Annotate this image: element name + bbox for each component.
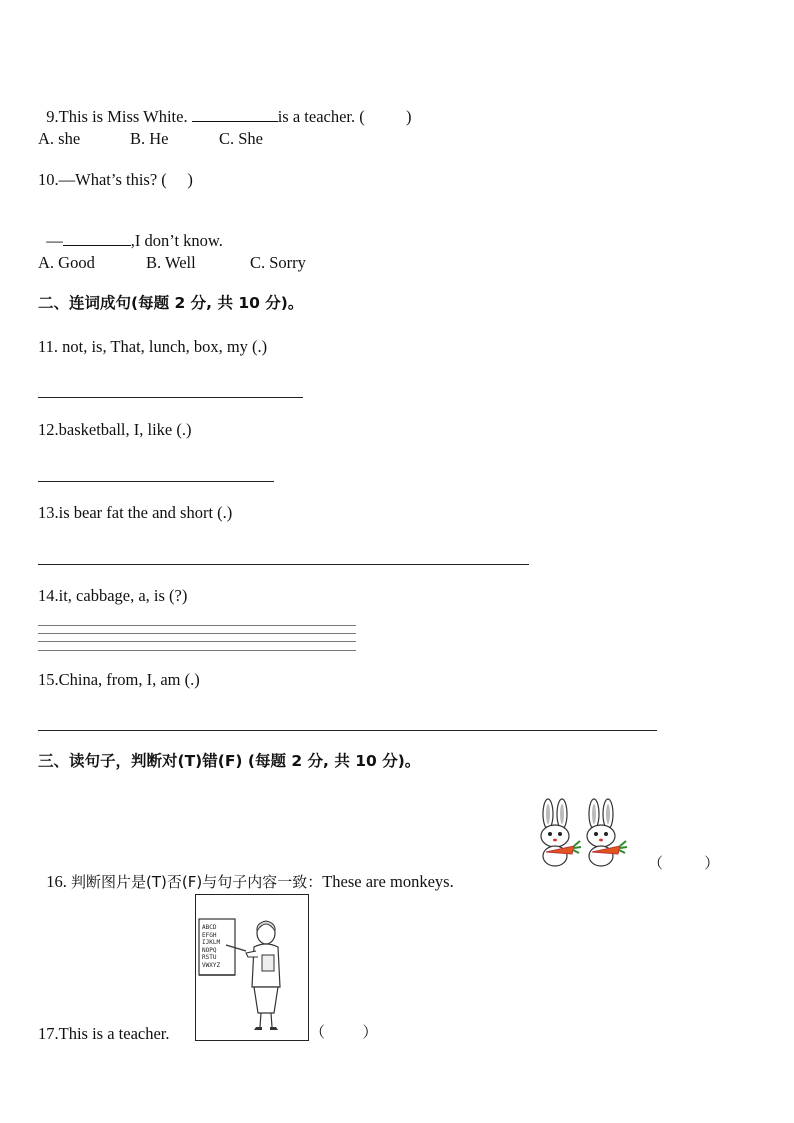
q16-prefix: 16. [46, 871, 71, 891]
q10-blank[interactable] [63, 231, 131, 246]
q14-writing-line-1[interactable] [38, 625, 356, 626]
q14-writing-line-3[interactable] [38, 641, 356, 642]
q15-text: 15.China, from, I, am (.) [38, 670, 200, 689]
rabbit-icon [541, 799, 569, 866]
q11-text: 11. not, is, That, lunch, box, my (.) [38, 337, 268, 356]
q15-answer-line[interactable] [38, 730, 657, 731]
q10-option-a: A. Good [38, 253, 95, 272]
rabbits-with-carrots-image [532, 796, 628, 868]
q16-sentence: These are monkeys. [322, 871, 454, 891]
q12-text: 12.basketball, I, like (.) [38, 420, 192, 439]
q10-stem: 10.—What’s this? ( ) [38, 170, 193, 189]
q10-dash: — [46, 230, 63, 250]
q12-answer-line[interactable] [38, 481, 274, 482]
q13-answer-line[interactable] [38, 564, 529, 565]
q9-stem [38, 90, 412, 125]
q10-answer-line [38, 214, 223, 249]
q14-writing-line-4[interactable] [38, 650, 356, 651]
q9-option-c: C. She [219, 129, 264, 148]
q9-option-b: B. He [130, 129, 169, 148]
q9-suffix: is a teacher. ( ) [277, 106, 412, 126]
q16-stem [38, 857, 454, 890]
section2-title: 二、连词成句(每题 2 分, 共 10 分)。 [38, 294, 304, 312]
q16-chinese: 判断图片是(T)否(F)与句子内容一致： [71, 872, 323, 891]
q14-writing-line-2[interactable] [38, 633, 356, 634]
q10-option-c: C. Sorry [250, 253, 306, 272]
q9-prefix: 9.This is Miss White. [46, 106, 192, 126]
q17-text: 17.This is a teacher. [38, 1024, 170, 1043]
rabbit-icon [587, 799, 615, 866]
q13-text: 13.is bear fat the and short (.) [38, 503, 233, 522]
q10-answer-suffix: ,I don’t know. [130, 230, 223, 250]
q10-option-b: B. Well [146, 253, 196, 272]
q9-blank[interactable] [192, 107, 278, 122]
teacher-image [195, 894, 309, 1041]
q14-text: 14.it, cabbage, a, is (?) [38, 586, 188, 605]
q16-answer-paren[interactable]: （ ） [648, 856, 720, 872]
section3-title: 三、读句子，判断对(T)错(F) (每题 2 分, 共 10 分)。 [38, 752, 421, 770]
q17-answer-paren[interactable]: （ ） [310, 1025, 378, 1041]
q11-answer-line[interactable] [38, 397, 303, 398]
q9-option-a: A. she [38, 129, 81, 148]
blackboard-letters: ABCD EFGH IJKLM NOPQ RSTU VWXYZ [202, 924, 221, 969]
